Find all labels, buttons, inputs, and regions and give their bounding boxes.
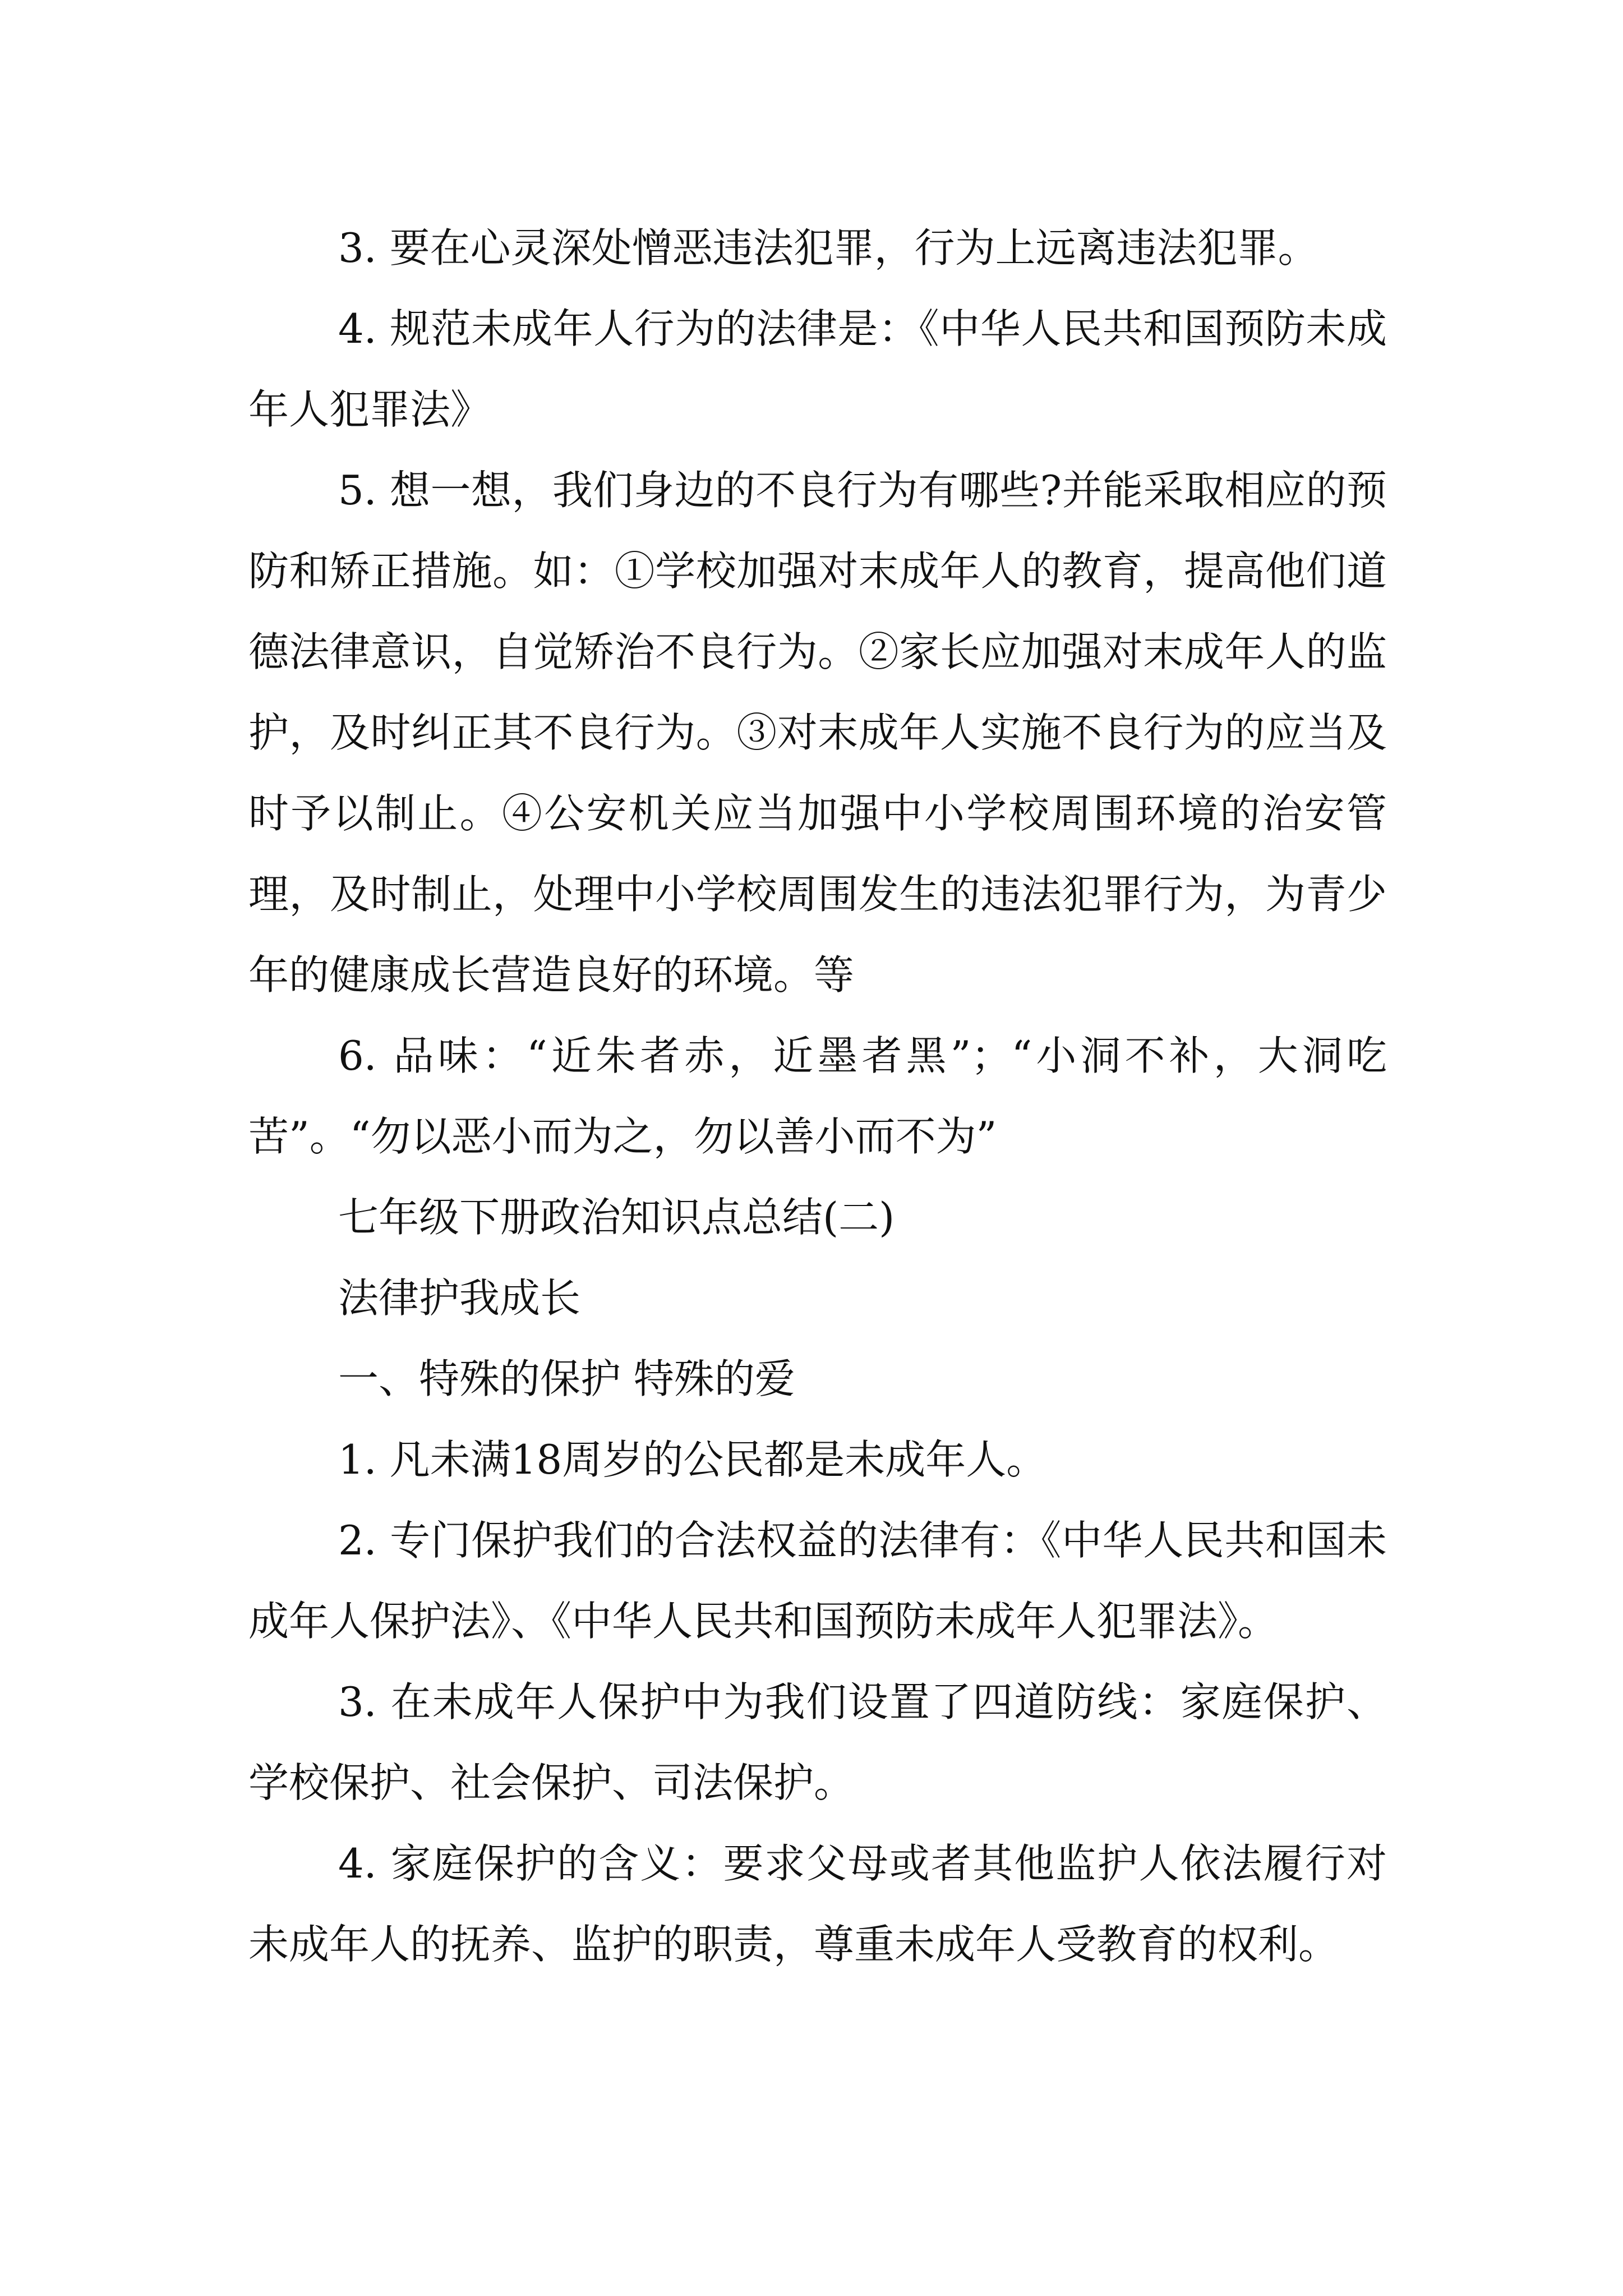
document-body [248,208,1387,1985]
paragraph-item-4-family-protection: 4. 家庭保护的含义：要求父母或者其他监护人依法履行对未成年人的抚养、监护的职责，尊重未成年人受教育的权利。 [248,1840,1387,1968]
paragraph-item-3-four-defenses: 3. 在未成年人保护中为我们设置了四道防线：家庭保护、学校保护、社会保护、司法保护。 [248,1678,1387,1806]
paragraph-item-2-protection-laws: 2. 专门保护我们的合法权益的法律有：《中华人民共和国未成年人保护法》、《中华人民共和国预防未成年人犯罪法》。 [248,1517,1387,1645]
paragraph-item-6-proverbs: 6. 品味：“近朱者赤，近墨者黑”；“小洞不补，大洞吃苦”。“勿以恶小而为之，勿以善小而不为” [248,1032,1387,1160]
paragraph-item-1-minors: 1. 凡未满18周岁的公民都是未成年人。 [338,1436,1047,1483]
section-title: 七年级下册政治知识点总结(二) [338,1194,895,1241]
section-subtitle: 法律护我成长 [338,1274,581,1322]
subsection-heading: 一、特殊的保护 特殊的爱 [338,1355,795,1402]
paragraph-item-3-hate-crime: 3. 要在心灵深处憎恶违法犯罪，行为上远离违法犯罪。 [338,224,1318,272]
paragraph-item-4-juvenile-law: 4. 规范未成年人行为的法律是：《中华人民共和国预防未成年人犯罪法》 [248,305,1387,433]
paragraph-item-5-bad-behaviors: 5. 想一想，我们身边的不良行为有哪些?并能采取相应的预防和矫正措施。如：①学校加强对末成年人的教育，提高他们道德法律意识，自觉矫治不良行为。②家长应加强对末成年人的监护，及时纠正其不良行为。③对末成年人实施不良行为的应当及时予以制止。④公安机关应当加强中小学校周围环境的治安管理，及时制止，处理中小学校周围发生的违法犯罪行为，为青少年的健康成长营造良好的环境。等 [248,467,1387,999]
